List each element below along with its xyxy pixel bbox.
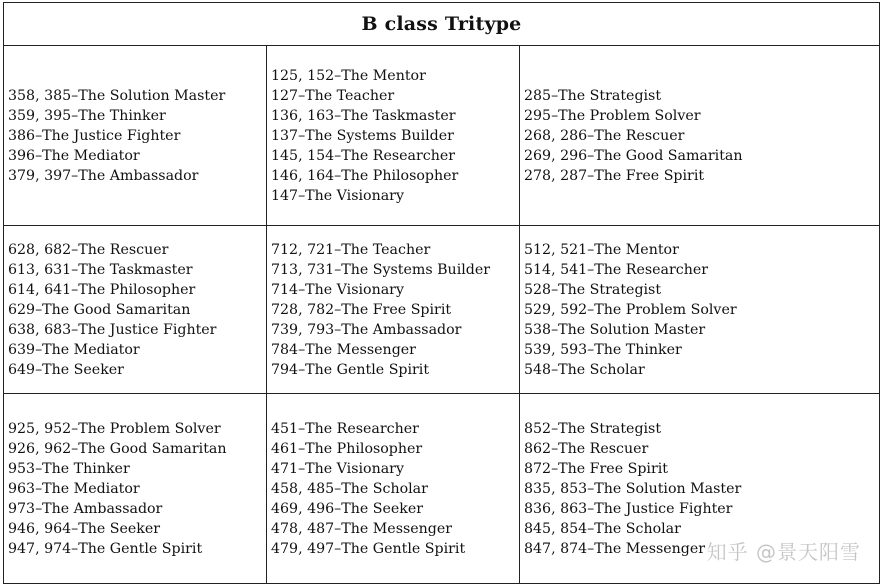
tritype-entry: 973–The Ambassador [8, 500, 163, 517]
tritype-entry: 512, 521–The Mentor [524, 241, 679, 258]
tritype-entry: 613, 631–The Taskmaster [8, 261, 193, 278]
tritype-entry: 614, 641–The Philosopher [8, 281, 196, 298]
tritype-entry: 639–The Mediator [8, 341, 140, 358]
tritype-entry: 953–The Thinker [8, 460, 130, 477]
tritype-entry: 728, 782–The Free Spirit [271, 301, 452, 318]
tritype-entry: 147–The Visionary [271, 187, 404, 204]
table-cell-r1-c2 [267, 46, 520, 226]
tritype-entry: 269, 296–The Good Samaritan [524, 147, 743, 164]
tritype-entry: 146, 164–The Philosopher [271, 167, 459, 184]
tritype-entry: 136, 163–The Taskmaster [271, 107, 456, 124]
tritype-entry: 872–The Free Spirit [524, 460, 668, 477]
tritype-entry: 739, 793–The Ambassador [271, 321, 462, 338]
tritype-entry: 528–The Strategist [524, 281, 662, 298]
tritype-entry: 784–The Messenger [271, 341, 416, 358]
watermark: 知乎 @景天阳雪 [706, 540, 861, 564]
tritype-entry: 514, 541–The Researcher [524, 261, 709, 278]
tritype-entry: 479, 497–The Gentle Spirit [271, 540, 466, 557]
tritype-entry: 458, 485–The Scholar [271, 480, 428, 497]
tritype-entry: 285–The Strategist [524, 87, 662, 104]
tritype-entry: 712, 721–The Teacher [271, 241, 431, 258]
table-grid [4, 46, 879, 583]
tritype-entry: 794–The Gentle Spirit [271, 361, 430, 378]
tritype-entry: 714–The Visionary [271, 281, 404, 298]
tritype-entry: 946, 964–The Seeker [8, 520, 161, 537]
tritype-entry: 295–The Problem Solver [524, 107, 701, 124]
tritype-entry: 529, 592–The Problem Solver [524, 301, 737, 318]
tritype-entry: 548–The Scholar [524, 361, 645, 378]
tritype-entry: 926, 962–The Good Samaritan [8, 440, 227, 457]
table-title: B class Tritype [4, 3, 879, 46]
table-cell-r2-c1 [4, 226, 267, 394]
tritype-entry: 451–The Researcher [271, 420, 419, 437]
tritype-entry: 836, 863–The Justice Fighter [524, 500, 733, 517]
tritype-entry: 268, 286–The Rescuer [524, 127, 685, 144]
table-cell-r2-c3 [520, 226, 879, 394]
table-cell-r1-c1 [4, 46, 267, 226]
table-cell-r1-c3 [520, 46, 879, 226]
tritype-entry: 471–The Visionary [271, 460, 404, 477]
tritype-entry: 947, 974–The Gentle Spirit [8, 540, 203, 557]
tritype-entry: 629–The Good Samaritan [8, 301, 191, 318]
tritype-entry: 638, 683–The Justice Fighter [8, 321, 217, 338]
tritype-entry: 835, 853–The Solution Master [524, 480, 742, 497]
table-cell-r2-c2 [267, 226, 520, 394]
tritype-entry: 137–The Systems Builder [271, 127, 454, 144]
tritype-entry: 358, 385–The Solution Master [8, 87, 226, 104]
tritype-entry: 469, 496–The Seeker [271, 500, 424, 517]
tritype-entry: 649–The Seeker [8, 361, 124, 378]
tritype-entry: 713, 731–The Systems Builder [271, 261, 491, 278]
tritype-entry: 127–The Teacher [271, 87, 395, 104]
tritype-entry: 278, 287–The Free Spirit [524, 167, 705, 184]
tritype-entry: 125, 152–The Mentor [271, 67, 426, 84]
tritype-entry: 386–The Justice Fighter [8, 127, 181, 144]
tritype-entry: 478, 487–The Messenger [271, 520, 453, 537]
tritype-entry: 461–The Philosopher [271, 440, 423, 457]
tritype-entry: 628, 682–The Rescuer [8, 241, 169, 258]
tritype-entry: 852–The Strategist [524, 420, 662, 437]
tritype-entry: 963–The Mediator [8, 480, 140, 497]
tritype-entry: 379, 397–The Ambassador [8, 167, 199, 184]
table-cell-r3-c2 [267, 394, 520, 583]
tritype-entry: 359, 395–The Thinker [8, 107, 166, 124]
tritype-entry: 847, 874–The Messenger [524, 540, 706, 557]
tritype-entry: 145, 154–The Researcher [271, 147, 456, 164]
tritype-entry: 862–The Rescuer [524, 440, 649, 457]
table-cell-r3-c1 [4, 394, 267, 583]
tritype-entry: 845, 854–The Scholar [524, 520, 681, 537]
table-cell-r3-c3 [520, 394, 879, 583]
tritype-entry: 925, 952–The Problem Solver [8, 420, 221, 437]
tritype-table [3, 2, 880, 584]
tritype-entry: 538–The Solution Master [524, 321, 706, 338]
tritype-entry: 539, 593–The Thinker [524, 341, 682, 358]
tritype-entry: 396–The Mediator [8, 147, 140, 164]
